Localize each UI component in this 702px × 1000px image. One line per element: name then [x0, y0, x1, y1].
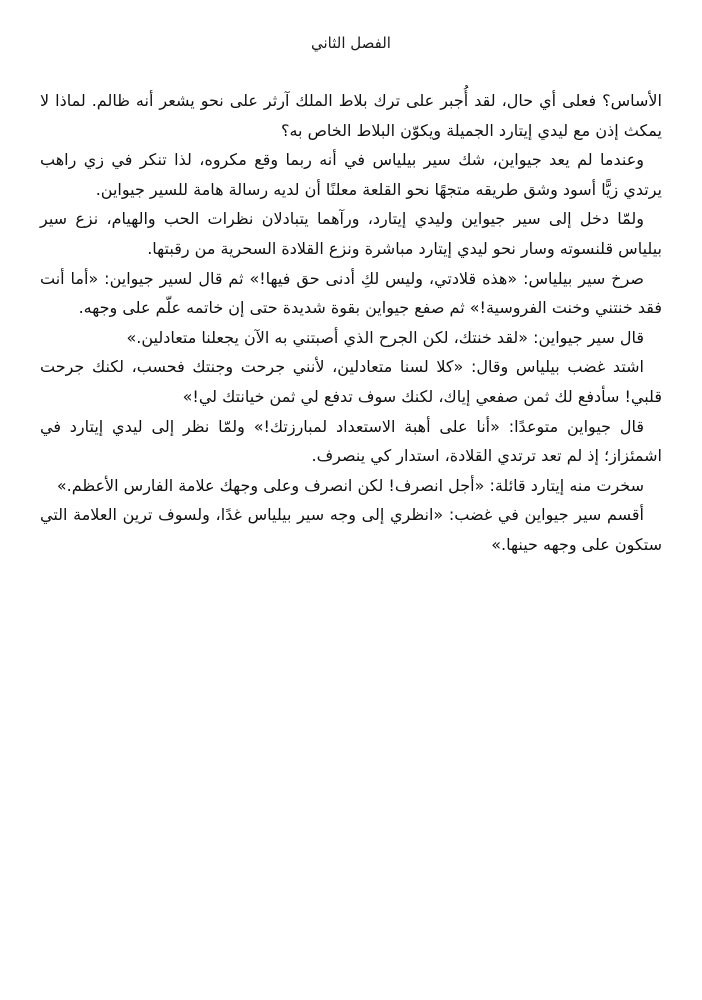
paragraph: قال سير جيواين: «لقد خنتك، لكن الجرح الذي أصبتني به الآن يجعلنا متعادلين.»	[126, 327, 644, 347]
paragraph: ولمّا دخل إلى سير جيواين وليدي إيتارد، ورآهما يتبادلان نظرات الحب والهيام، نزع سير بيلياس قلنسوته وسار نحو ليدي إيتارد مباشرة ونزع القلادة السحرية من رقبتها.	[40, 209, 662, 258]
paragraph: صرخ سير بيلياس: «هذه قلادتي، وليس لكِ أدنى حق فيها!» ثم قال لسير جيواين: «أما أنت فقد خنتني وخنت الفروسية!» ثم صفع جيواين بقوة شديدة حتى إن خاتمه علّم على وجهه.	[40, 268, 662, 318]
paragraph: وعندما لم يعد جيواين، شك سير بيلياس في أنه ربما وقع مكروه، لذا تنكر في زي راهب يرتدي زيًّا أسود وشق طريقه متجهًا نحو القلعة معلنًا أن لديه رسالة هامة للسير جيواين.	[40, 150, 662, 199]
chapter-body	[40, 86, 662, 560]
paragraph: أقسم سير جيواين في غضب: «انظري إلى وجه سير بيلياس غدًا، ولسوف ترين العلامة التي ستكون على وجهه حينها.»	[40, 505, 662, 554]
paragraph: قال جيواين متوعدًا: «أنا على أهبة الاستعداد لمبارزتك!» ولمّا نظر إلى ليدي إيتارد في اشمئزاز؛ إذ لم تعد ترتدي القلادة، استدار كي ينصرف.	[40, 416, 662, 466]
paragraph: اشتد غضب بيلياس وقال: «كلا لسنا متعادلين، لأنني جرحت وجنتك فحسب، لكنك جرحت قلبي! سأدفع لك ثمن صفعي إياك، لكنك سوف تدفع لي ثمن خيانتك لي!»	[40, 357, 662, 406]
paragraph: الأساس؟ فعلى أي حال، لقد أُجبر على ترك بلاط الملك آرثر على نحو يشعر أنه ظالم. لماذا لا يمكث إذن مع ليدي إيتارد الجميلة ويكوّن البلاط الخاص به؟	[40, 91, 662, 140]
paragraph: سخرت منه إيتارد قائلة: «أجل انصرف! لكن انصرف وعلى وجهك علامة الفارس الأعظم.»	[56, 475, 644, 495]
chapter-title: الفصل الثاني	[311, 34, 391, 52]
